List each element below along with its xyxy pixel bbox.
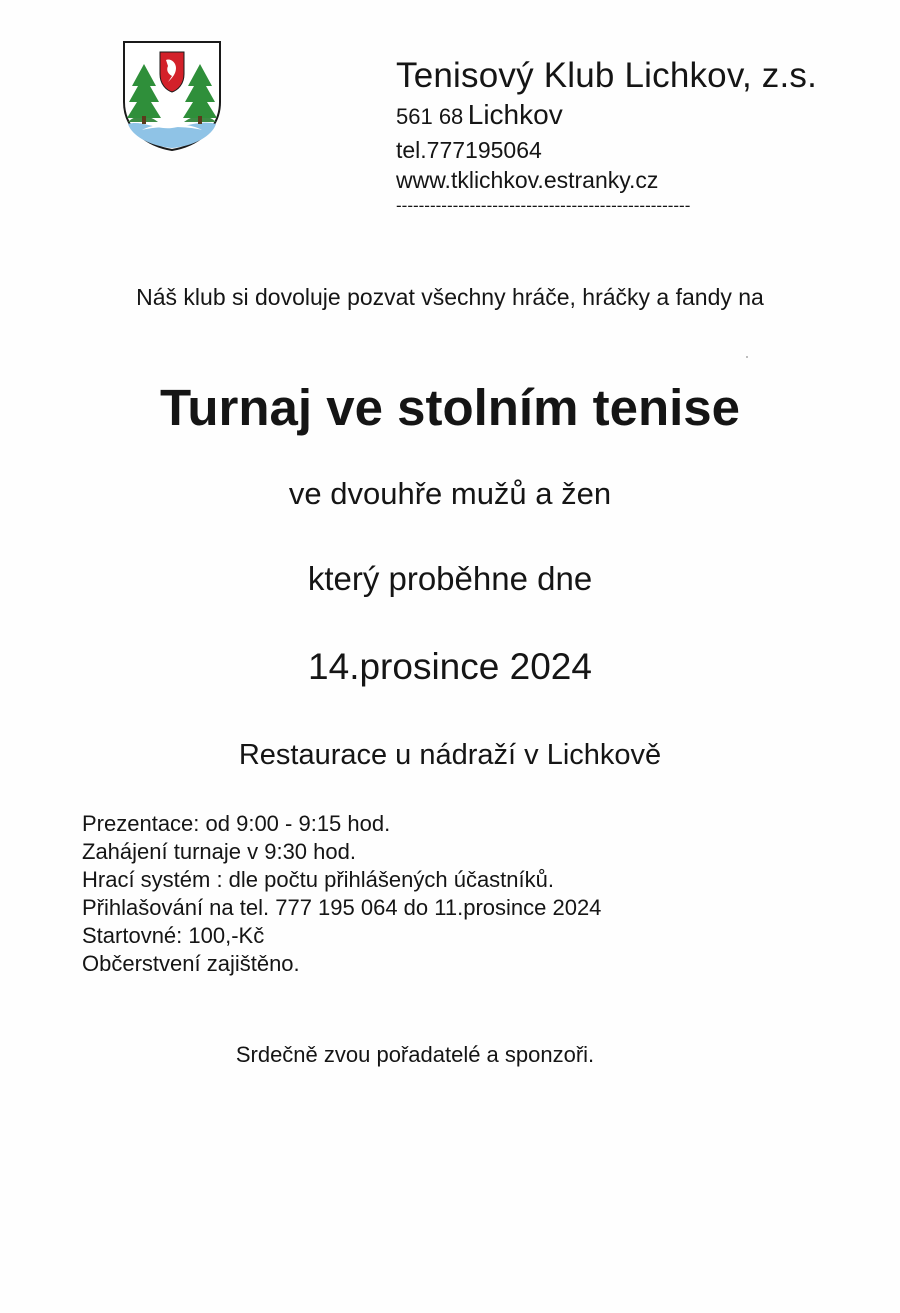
detail-entry-fee: Startovné: 100,-Kč xyxy=(82,923,265,948)
detail-registration-time: Prezentace: od 9:00 - 9:15 hod. xyxy=(82,811,391,836)
club-header xyxy=(396,52,866,213)
club-phone: tel.777195064 xyxy=(396,137,542,163)
event-details xyxy=(82,810,782,978)
club-city: Lichkov xyxy=(467,99,563,130)
club-address xyxy=(396,100,866,135)
event-when-label: který proběhne dne xyxy=(307,560,593,597)
coat-of-arms-icon xyxy=(122,40,222,152)
club-website: www.tklichkov.estranky.cz xyxy=(396,167,659,193)
event-date: 14.prosince 2024 xyxy=(308,646,592,687)
closing-note: Srdečně zvou pořadatelé a sponzoři. xyxy=(235,1042,595,1067)
detail-game-system: Hrací systém : dle počtu přihlášených účastníků. xyxy=(82,867,554,892)
invitation-intro: Náš klub si dovoluje pozvat všechny hráče, hráčky a fandy na xyxy=(136,284,764,310)
event-venue: Restaurace u nádraží v Lichkově xyxy=(238,739,662,771)
event-subtitle: ve dvouhře mužů a žen xyxy=(288,476,612,511)
club-zip: 561 68 xyxy=(396,104,464,129)
club-name: Tenisový Klub Lichkov, z.s. xyxy=(396,56,818,95)
detail-refreshments: Občerstvení zajištěno. xyxy=(82,951,300,976)
detail-start-time: Zahájení turnaje v 9:30 hod. xyxy=(82,839,356,864)
detail-signup: Přihlašování na tel. 777 195 064 do 11.prosince 2024 xyxy=(82,895,602,920)
scan-speck xyxy=(746,356,748,358)
header-divider: ---------------------------------------------------- xyxy=(396,199,691,213)
event-title: Turnaj ve stolním tenise xyxy=(159,379,741,436)
